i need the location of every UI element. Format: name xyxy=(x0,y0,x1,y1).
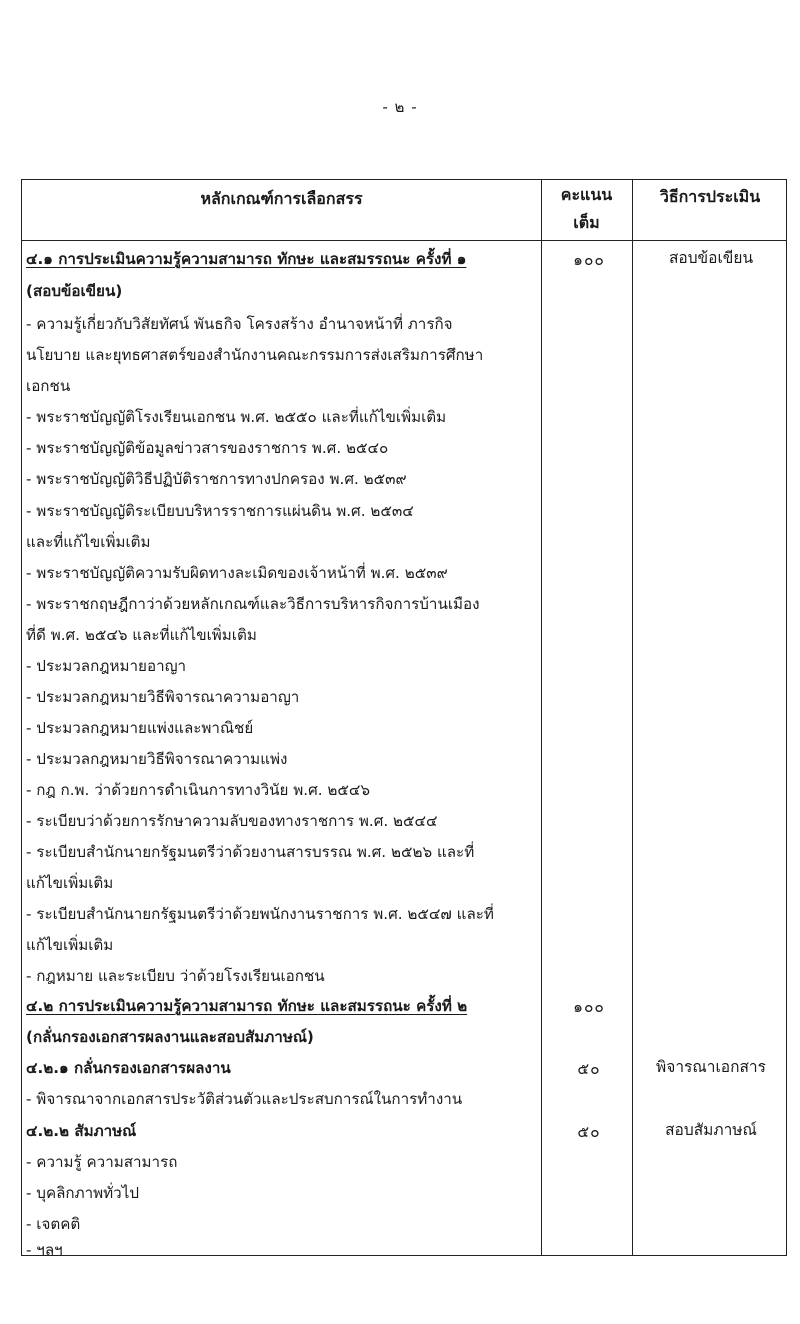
column-divider xyxy=(541,180,542,1255)
header-score-line1: คะแนน xyxy=(560,185,613,204)
criteria-line: - ความรู้ ความสามารถ xyxy=(26,1153,178,1171)
criteria-line: - พระราชบัญญัติวิธีปฏิบัติราชการทางปกครอง พ.ศ. ๒๕๓๙ xyxy=(26,470,407,488)
criteria-line: - ประมวลกฎหมายอาญา xyxy=(26,657,187,675)
criteria-line: - ประมวลกฎหมายวิธีพิจารณาความอาญา xyxy=(26,688,300,706)
criteria-table xyxy=(21,179,787,1259)
score-value: ๑๐๐ xyxy=(573,251,605,269)
header-divider xyxy=(22,240,786,241)
section-subheading: (สอบข้อเขียน) xyxy=(26,282,123,300)
subsection-heading: ๔.๒.๒ สัมภาษณ์ xyxy=(26,1122,137,1140)
criteria-line: - พระราชกฤษฎีกาว่าด้วยหลักเกณฑ์และวิธีการบริหารกิจการบ้านเมือง xyxy=(26,595,480,613)
criteria-line: - กฎ ก.พ. ว่าด้วยการดำเนินการทางวินัย พ.ศ. ๒๕๔๖ xyxy=(26,781,371,799)
criteria-line: ที่ดี พ.ศ. ๒๕๔๖ และที่แก้ไขเพิ่มเติม xyxy=(26,626,257,644)
criteria-line: - พระราชบัญญัติระเบียบบริหารราชการแผ่นดิน พ.ศ. ๒๕๓๔ xyxy=(26,502,414,520)
header-criteria: หลักเกณฑ์การเลือกสรร xyxy=(200,189,363,208)
criteria-line: - เจตคติ xyxy=(26,1215,81,1233)
criteria-line: - ความรู้เกี่ยวกับวิสัยทัศน์ พันธกิจ โครงสร้าง อำนาจหน้าที่ ภารกิจ xyxy=(26,315,453,333)
criteria-line: - ระเบียบสำนักนายกรัฐมนตรีว่าด้วยงานสารบรรณ พ.ศ. ๒๕๒๖ และที่ xyxy=(26,843,475,861)
criteria-line: - ประมวลกฎหมายวิธีพิจารณาความแพ่ง xyxy=(26,750,288,768)
page-number: - ๒ - xyxy=(382,98,418,116)
criteria-line: แก้ไขเพิ่มเติม xyxy=(26,936,114,954)
method-value: สอบสัมภาษณ์ xyxy=(665,1121,757,1139)
criteria-line: และที่แก้ไขเพิ่มเติม xyxy=(26,533,151,551)
score-value: ๕๐ xyxy=(577,1123,601,1141)
method-value: สอบข้อเขียน xyxy=(668,249,754,267)
criteria-line: - พระราชบัญญัติโรงเรียนเอกชน พ.ศ. ๒๕๕๐ และที่แก้ไขเพิ่มเติม xyxy=(26,408,447,426)
criteria-line: - พิจารณาจากเอกสารประวัติส่วนตัวและประสบการณ์ในการทำงาน xyxy=(26,1090,463,1108)
score-value: ๑๐๐ xyxy=(573,998,605,1016)
score-value: ๕๐ xyxy=(577,1060,601,1078)
section-heading: ๔.๑ การประเมินความรู้ความสามารถ ทักษะ และสมรรถนะ ครั้งที่ ๑ xyxy=(26,250,467,268)
criteria-line: - พระราชบัญญัติความรับผิดทางละเมิดของเจ้าหน้าที่ พ.ศ. ๒๕๓๙ xyxy=(26,564,448,582)
criteria-line: - กฎหมาย และระเบียบ ว่าด้วยโรงเรียนเอกชน xyxy=(26,967,325,985)
criteria-line: - ฯลฯ xyxy=(26,1241,63,1259)
criteria-line: - ระเบียบสำนักนายกรัฐมนตรีว่าด้วยพนักงานราชการ พ.ศ. ๒๕๔๗ และที่ xyxy=(26,905,494,923)
criteria-line: - พระราชบัญญัติข้อมูลข่าวสารของราชการ พ.ศ. ๒๕๔๐ xyxy=(26,439,389,457)
header-score-line2: เต็ม xyxy=(573,213,600,232)
criteria-line: แก้ไขเพิ่มเติม xyxy=(26,874,114,892)
criteria-line: - บุคลิกภาพทั่วไป xyxy=(26,1184,139,1202)
section-heading: ๔.๒ การประเมินความรู้ความสามารถ ทักษะ และสมรรถนะ ครั้งที่ ๒ xyxy=(26,997,468,1015)
criteria-line: - ประมวลกฎหมายแพ่งและพาณิชย์ xyxy=(26,719,254,737)
subsection-heading: ๔.๒.๑ กลั่นกรองเอกสารผลงาน xyxy=(26,1059,231,1077)
column-divider xyxy=(632,180,633,1255)
header-method: วิธีการประเมิน xyxy=(659,187,761,206)
section-subheading: (กลั่นกรองเอกสารผลงานและสอบสัมภาษณ์) xyxy=(26,1028,314,1046)
criteria-line: นโยบาย และยุทธศาสตร์ของสำนักงานคณะกรรมการส่งเสริมการศึกษา xyxy=(26,346,484,364)
method-value: พิจารณาเอกสาร xyxy=(656,1058,766,1076)
criteria-line: - ระเบียบว่าด้วยการรักษาความลับของทางราชการ พ.ศ. ๒๕๔๔ xyxy=(26,812,438,830)
criteria-line: เอกชน xyxy=(26,377,71,395)
